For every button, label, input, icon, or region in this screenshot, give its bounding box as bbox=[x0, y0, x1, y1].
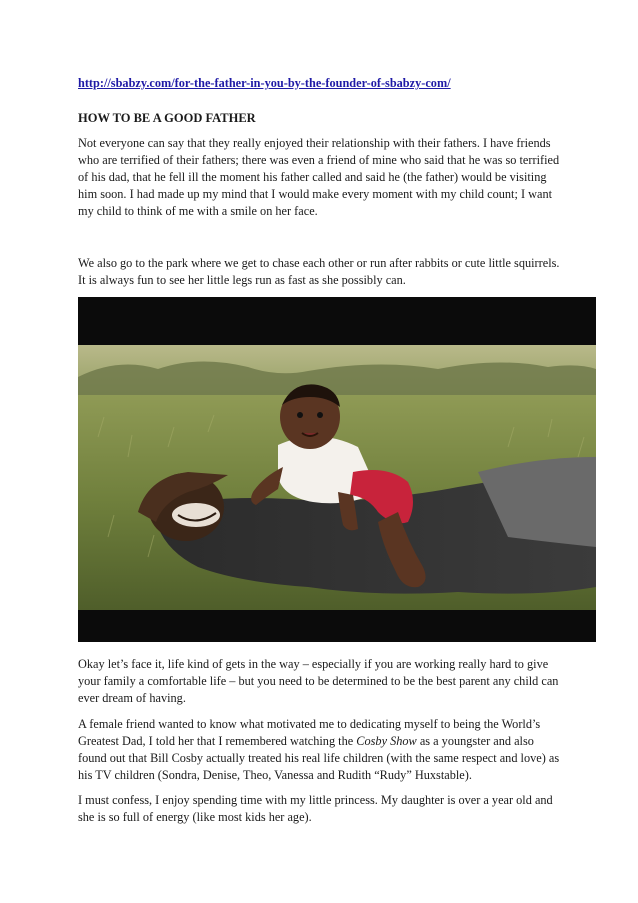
show-title: Cosby Show bbox=[356, 734, 417, 748]
father-daughter-photo bbox=[78, 297, 596, 642]
paragraph-motivation bbox=[78, 716, 564, 784]
article-heading: HOW TO BE A GOOD FATHER bbox=[78, 111, 256, 125]
paragraph-motivation-part1: A female friend wanted to know what motivated me to dedicating myself to being the World’s Greatest Dad, I told her that I remembered watching the bbox=[78, 717, 541, 748]
paragraph-motivation-part2: as a youngster and also found out that Bill Cosby actually treated his real life children (with the same respect and love) as his TV children (Sondra, Denise, Theo, Vanessa and Rudith “Rudy” Huxstable). bbox=[78, 734, 560, 782]
article-link[interactable]: http://sbabzy.com/for-the-father-in-you-by-the-founder-of-sbabzy-com/ bbox=[78, 76, 451, 90]
paragraph-life: Okay let’s face it, life kind of gets in the way – especially if you are working really hard to give your family a comfortable life – but you need to be determined to be the best parent any child can ever dream of having. bbox=[78, 657, 559, 705]
paragraph-daughter: I must confess, I enjoy spending time with my little princess. My daughter is over a year old and she is so full of energy (like most kids her age). bbox=[78, 793, 553, 824]
paragraph-intro: Not everyone can say that they really enjoyed their relationship with their fathers. I have friends who are terrified of their fathers; there was even a friend of mine who said that he was so terrified of his dad, that he fell ill the moment his father called and said he (the father) would be visiting him soon. I had made up my mind that I would make every moment with my child count; I want my child to think of me with a smile on her face. bbox=[78, 136, 560, 218]
paragraph-park: We also go to the park where we get to chase each other or run after rabbits or cute little squirrels. It is always fun to see her little legs run as fast as she possibly can. bbox=[78, 256, 560, 287]
